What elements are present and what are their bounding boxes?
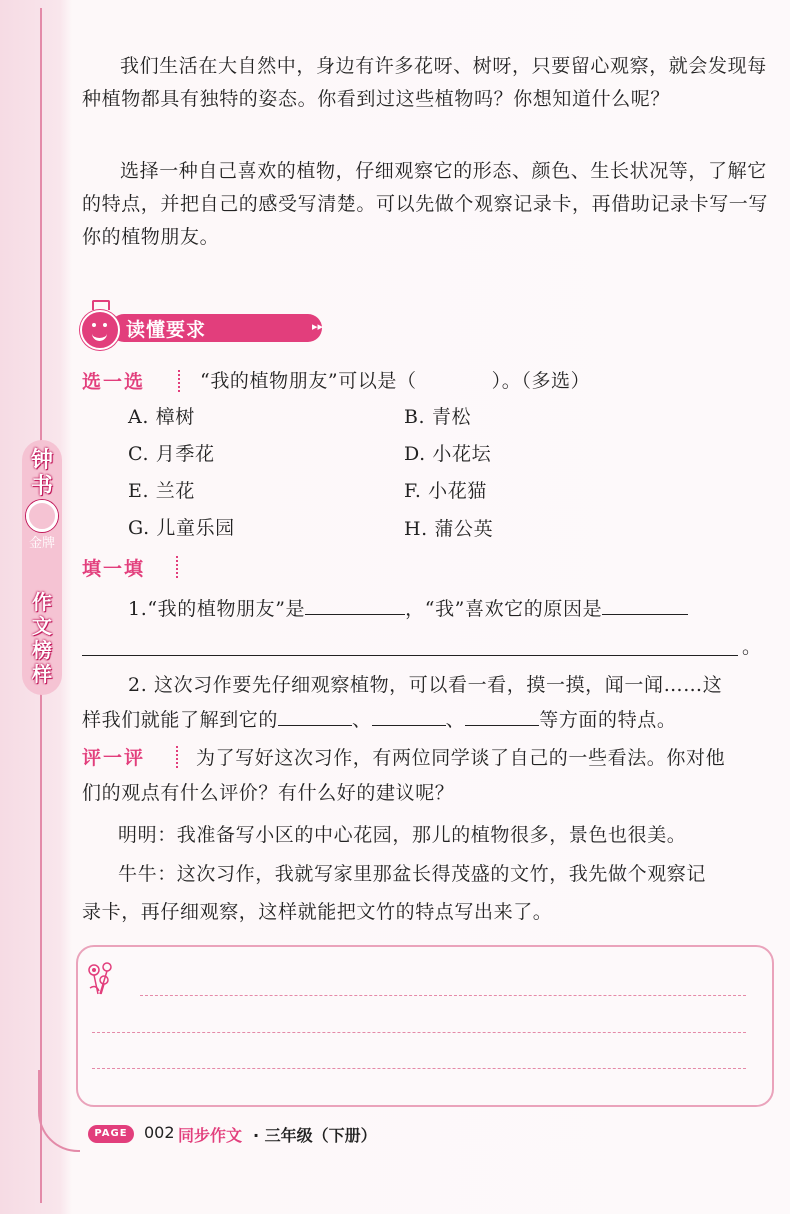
writing-line[interactable] [92, 1068, 746, 1069]
fill-q1-mid: ，“我”喜欢它的原因是 [405, 598, 603, 620]
fill-blank-aspect-1[interactable] [278, 707, 352, 726]
margin-curve [38, 1070, 80, 1152]
divider [178, 370, 180, 392]
page-number: 002 [144, 1123, 175, 1142]
writing-line[interactable] [140, 995, 746, 996]
option-e[interactable]: E. 兰花 [128, 480, 195, 502]
fill-blank-reason[interactable] [602, 596, 688, 615]
writing-line[interactable] [92, 1032, 746, 1033]
banner-pill [110, 314, 322, 342]
fill-question-2-line1: 2. 这次习作要先仔细观察植物，可以看一看，摸一摸，闻一闻……这 [128, 674, 723, 696]
fill-question-1 [128, 596, 688, 622]
divider [176, 556, 178, 578]
separator: 、 [445, 709, 466, 731]
sidebar-logo [26, 500, 58, 564]
logo-ring-icon [26, 500, 58, 532]
mingming-opinion: 明明：我准备写小区的中心花园，那儿的植物很多，景色也很美。 [118, 824, 687, 846]
sidebar-series: 作文榜样 [32, 590, 52, 686]
fill-q2-end: 等方面的特点。 [539, 709, 677, 731]
option-g[interactable]: G. 儿童乐园 [128, 517, 235, 539]
review-label: 评一评 [82, 747, 146, 769]
choose-question-start: “我的植物朋友”可以是（ [200, 370, 417, 392]
fill-question-2-line2 [82, 707, 676, 733]
option-a[interactable]: A. 樟树 [128, 406, 195, 428]
period: 。 [742, 636, 762, 658]
fill-q1-start: 1.“我的植物朋友”是 [128, 598, 306, 620]
sidebar-brand: 钟书 [30, 448, 53, 499]
writing-box[interactable] [76, 945, 774, 1107]
choose-question [200, 368, 590, 394]
option-f[interactable]: F. 小花猫 [404, 480, 487, 502]
option-b[interactable]: B. 青松 [404, 406, 472, 428]
fill-blank-plant[interactable] [305, 596, 405, 615]
niuniu-opinion-2: 录卡，再仔细观察，这样就能把文竹的特点写出来了。 [82, 901, 553, 923]
book-title: 同步作文 [178, 1126, 243, 1145]
crown-icon [92, 300, 110, 310]
fill-label: 填一填 [82, 558, 146, 580]
page-badge: PAGE [88, 1125, 134, 1143]
intro-paragraph-1: 我们生活在大自然中，身边有许多花呀、树呀，只要留心观察，就会发现每种植物都具有独特的姿态。你看到过这些植物吗？你想知道什么呢？ [82, 55, 767, 110]
choose-question-end: ）。（多选） [491, 370, 591, 392]
review-line-2: 们的观点有什么评价？有什么好的建议呢？ [82, 782, 455, 804]
sidebar-logo-text: 金牌 [28, 536, 55, 551]
fill-q2-start: 样我们就能了解到它的 [82, 709, 279, 731]
fill-blank-aspect-3[interactable] [465, 707, 539, 726]
fill-blank-aspect-2[interactable] [372, 707, 446, 726]
niuniu-opinion-1: 牛牛：这次习作，我就写家里那盆长得茂盛的文竹，我先做个观察记 [118, 863, 707, 885]
grade-label: · 三年级（下册） [253, 1126, 377, 1145]
answer-line[interactable] [82, 655, 738, 656]
divider [176, 746, 178, 768]
option-h[interactable]: H. 蒲公英 [404, 518, 494, 540]
intro-paragraph-2: 选择一种自己喜欢的植物，仔细观察它的形态、颜色、生长状况等，了解它的特点，并把自己的感受写清楚。可以先做个观察记录卡，再借助记录卡写一写你的植物朋友。 [82, 160, 769, 248]
option-d[interactable]: D. 小花坛 [404, 443, 492, 465]
separator: 、 [352, 709, 372, 731]
option-c[interactable]: C. 月季花 [128, 443, 215, 465]
banner-title: 读懂要求 [126, 319, 207, 341]
arrow-icon: ▸▸ [312, 320, 324, 333]
review-line-1: 为了写好这次习作，有两位同学谈了自己的一些看法。你对他 [196, 747, 726, 769]
choose-label: 选一选 [82, 371, 146, 393]
smiley-icon [80, 310, 120, 350]
flower-icon [82, 958, 122, 998]
